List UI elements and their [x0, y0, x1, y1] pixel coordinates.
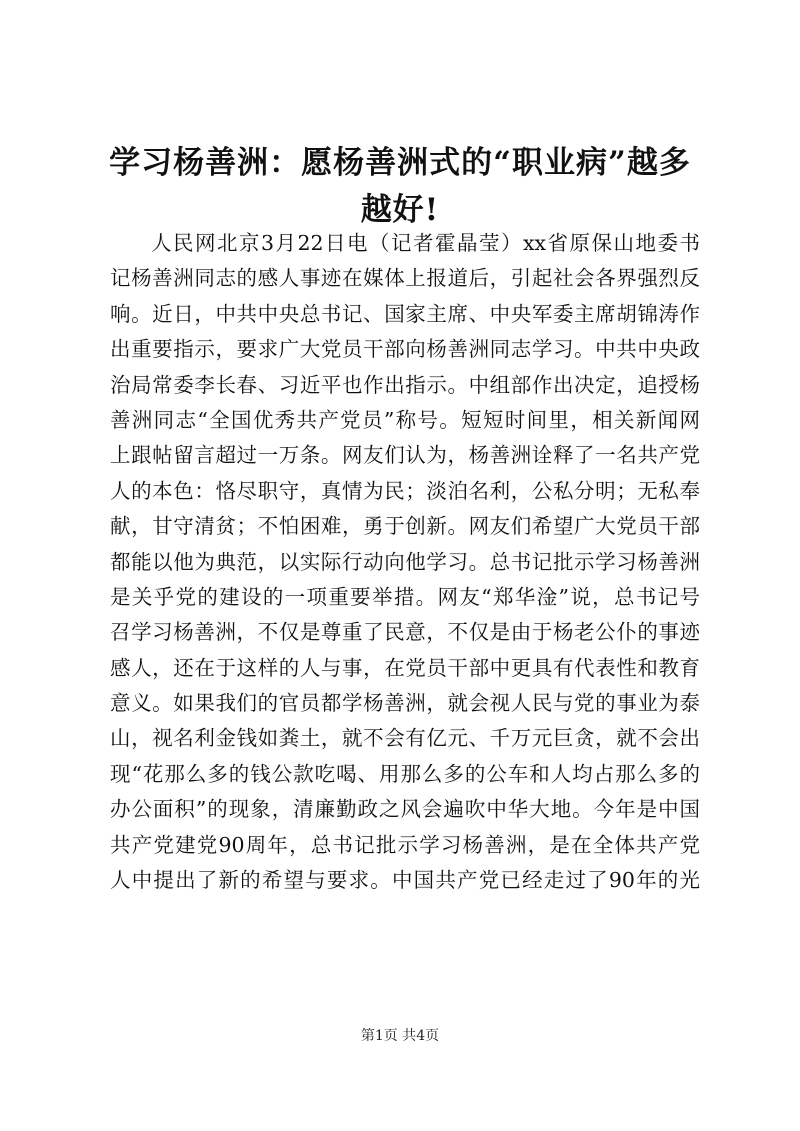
- paragraph-line: 共产党建党90周年，总书记批示学习杨善洲，是在全体共产党: [110, 832, 700, 857]
- body-text: [110, 226, 700, 898]
- paragraph-line: 出重要指示，要求广大党员干部向杨善洲同志学习。中共中央政: [110, 337, 700, 362]
- paragraph-line: 人民网北京3月22日电（记者霍晶莹）xx省原保山地委书: [151, 231, 700, 255]
- paragraph-line: 善洲同志“全国优秀共产党员”称号。短短时间里，相关新闻网: [110, 407, 700, 432]
- paragraph-line: 召学习杨善洲，不仅是尊重了民意，不仅是由于杨老公仆的事迹: [110, 620, 700, 645]
- paragraph-line: 是关乎党的建设的一项重要举措。网友“郑华淦”说，总书记号: [110, 584, 700, 609]
- paragraph-line: 上跟帖留言超过一万条。网友们认为，杨善洲诠释了一名共产党: [110, 443, 700, 468]
- paragraph-line: 治局常委李长春、习近平也作出指示。中组部作出决定，追授杨: [110, 372, 700, 397]
- paragraph-line: 山，视名利金钱如粪土，就不会有亿元、千万元巨贪，就不会出: [110, 726, 700, 751]
- paragraph-line: 都能以他为典范，以实际行动向他学习。总书记批示学习杨善洲: [110, 549, 700, 574]
- paragraph-line: 献，甘守清贫；不怕困难，勇于创新。网友们希望广大党员干部: [110, 514, 700, 539]
- page-number-footer: 第1页 共4页: [360, 1028, 440, 1044]
- paragraph-line: 现“花那么多的钱公款吃喝、用那么多的公车和人均占那么多的: [110, 761, 700, 786]
- paragraph-line: 人的本色：恪尽职守，真情为民；淡泊名利，公私分明；无私奉: [110, 478, 700, 503]
- paragraph-line: 意义。如果我们的官员都学杨善洲，就会视人民与党的事业为泰: [110, 691, 700, 716]
- paragraph-line: 办公面积”的现象，清廉勤政之风会遍吹中华大地。今年是中国: [110, 797, 700, 822]
- paragraph-line: 人中提出了新的希望与要求。中国共产党已经走过了90年的光: [110, 868, 700, 893]
- paragraph-line: 响。近日，中共中央总书记、国家主席、中央军委主席胡锦涛作: [110, 301, 700, 326]
- paragraph-line: 感人，还在于这样的人与事，在党员干部中更具有代表性和教育: [110, 655, 700, 680]
- paragraph-line: 记杨善洲同志的感人事迹在媒体上报道后，引起社会各界强烈反: [110, 266, 700, 291]
- page-title: 学习杨善洲：愿杨善洲式的“职业病”越多越好!: [109, 145, 691, 228]
